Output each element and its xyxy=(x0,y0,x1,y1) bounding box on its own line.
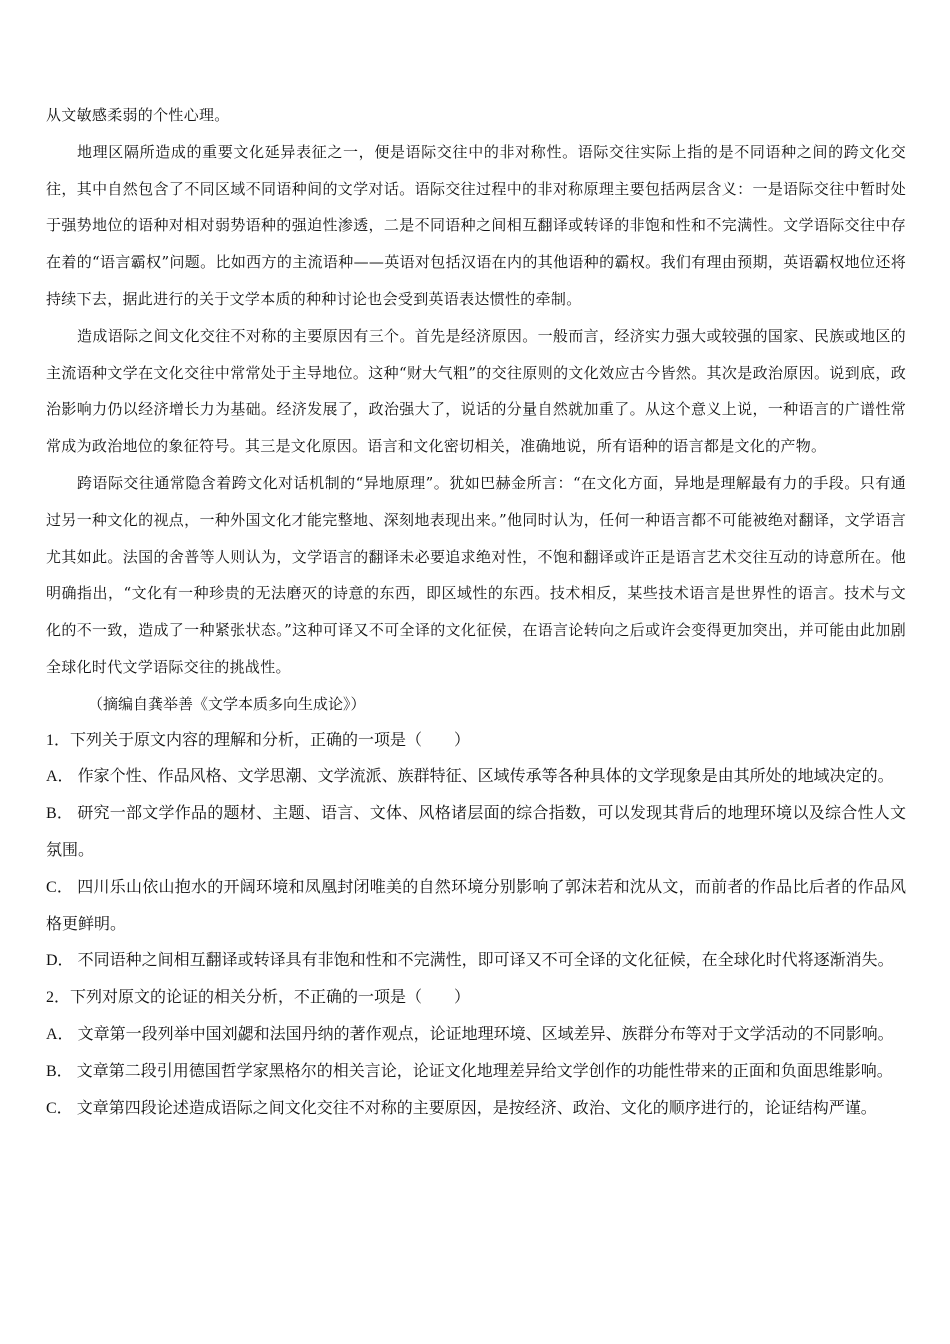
option-text: 研究一部文学作品的题材、主题、语言、文体、风格诸层面的综合指数，可以发现其背后的地理环境以及综合性人文氛围。 xyxy=(46,805,906,859)
option-text: 四川乐山依山抱水的开阔环境和凤凰封闭唯美的自然环境分别影响了郭沫若和沈从文，而前者的作品比后者的作品风格更鲜明。 xyxy=(46,878,906,933)
option-text: 文章第二段引用德国哲学家黑格尔的相关言论，论证文化地理差异给文学创作的功能性带来的正面和负面思维影响。 xyxy=(76,1062,893,1080)
option-text: 作家个性、作品风格、文学思潮、文学流派、族群特征、区域传承等各种具体的文学现象是由其所处的地域决定的。 xyxy=(77,768,894,786)
option-label: B． xyxy=(46,805,74,823)
option-b xyxy=(46,796,906,870)
option-label: D． xyxy=(46,952,74,970)
option-b xyxy=(46,1054,906,1091)
option-label: A． xyxy=(46,768,74,786)
option-label: B． xyxy=(46,1062,73,1080)
passage-paragraph-1: 地理区隔所造成的重要文化延异表征之一，便是语际交往中的非对称性。语际交往实际上指的是不同语种之间的跨文化交往，其中自然包含了不同区域不同语种间的文学对话。语际交往过程中的非对称原理主要包括两层含义：一是语际交往中暂时处于强势地位的语种对相对弱势语种的强迫性渗透，二是不同语种之间相互翻译或转译的非饱和性和不完满性。文学语际交往中存在着的“语言霸权”问题。比如西方的主流语种——英语对包括汉语在内的其他语种的霸权。我们有理由预期，英语霸权地位还将持续下去，据此进行的关于文学本质的种种讨论也会受到英语表达惯性的牵制。 xyxy=(46,142,906,308)
option-c xyxy=(46,1091,906,1128)
question-1 xyxy=(46,723,906,981)
option-a xyxy=(46,759,906,796)
question-2 xyxy=(46,980,906,1127)
option-text: 文章第四段论述造成语际之间文化交往不对称的主要原因，是按经济、政治、文化的顺序进行的，论证结构严谨。 xyxy=(76,1099,877,1117)
question-stem: 1．下列关于原文内容的理解和分析，正确的一项是（ ） xyxy=(46,731,471,749)
option-label: C． xyxy=(46,1099,73,1117)
passage-paragraph-0: 从文敏感柔弱的个性心理。 xyxy=(46,106,230,124)
option-c xyxy=(46,870,906,944)
passage-source: （摘编自龚举善《文学本质多向生成论》） xyxy=(88,694,366,713)
option-label: A． xyxy=(46,1025,74,1043)
passage-paragraph-2: 造成语际之间文化交往不对称的主要原因有三个。首先是经济原因。一般而言，经济实力强大或较强的国家、民族或地区的主流语种文学在文化交往中常常处于主导地位。这种“财大气粗”的交往原则的文化效应古今皆然。其次是政治原因。说到底，政治影响力仍以经济增长力为基础。经济发展了，政治强大了，说话的分量自然就加重了。从这个意义上说，一种语言的广谱性常常成为政治地位的象征符号。其三是文化原因。语言和文化密切相关，准确地说，所有语种的语言都是文化的产物。 xyxy=(46,326,906,456)
option-label: C． xyxy=(46,878,74,896)
document-page xyxy=(46,97,906,1127)
option-d xyxy=(46,943,906,980)
option-a xyxy=(46,1017,906,1054)
option-text: 文章第一段列举中国刘勰和法国丹纳的著作观点，论证地理环境、区域差异、族群分布等对于文学活动的不同影响。 xyxy=(77,1025,894,1043)
question-stem: 2．下列对原文的论证的相关分析，不正确的一项是（ ） xyxy=(46,989,471,1007)
passage-paragraph-3: 跨语际交往通常隐含着跨文化对话机制的“异地原理”。犹如巴赫金所言：“在文化方面，异地是理解最有力的手段。只有通过另一种文化的视点，一种外国文化才能完整地、深刻地表现出来。”他同时认为，任何一种语言都不可能被绝对翻译，文学语言尤其如此。法国的舍普等人则认为，文学语言的翻译未必要追求绝对性，不饱和翻译或许正是语言艺术交往互动的诗意所在。他明确指出，“文化有一种珍贵的无法磨灭的诗意的东西，即区域性的东西。技术相反，某些技术语言是世界性的语言。技术与文化的不一致，造成了一种紧张状态。”这种可译又不可全译的文化征侯，在语言论转向之后或许会变得更加突出，并可能由此加剧全球化时代文学语际交往的挑战性。 xyxy=(46,473,906,676)
option-text: 不同语种之间相互翻译或转译具有非饱和性和不完满性，即可译又不可全译的文化征候，在全球化时代将逐渐消失。 xyxy=(77,952,894,970)
